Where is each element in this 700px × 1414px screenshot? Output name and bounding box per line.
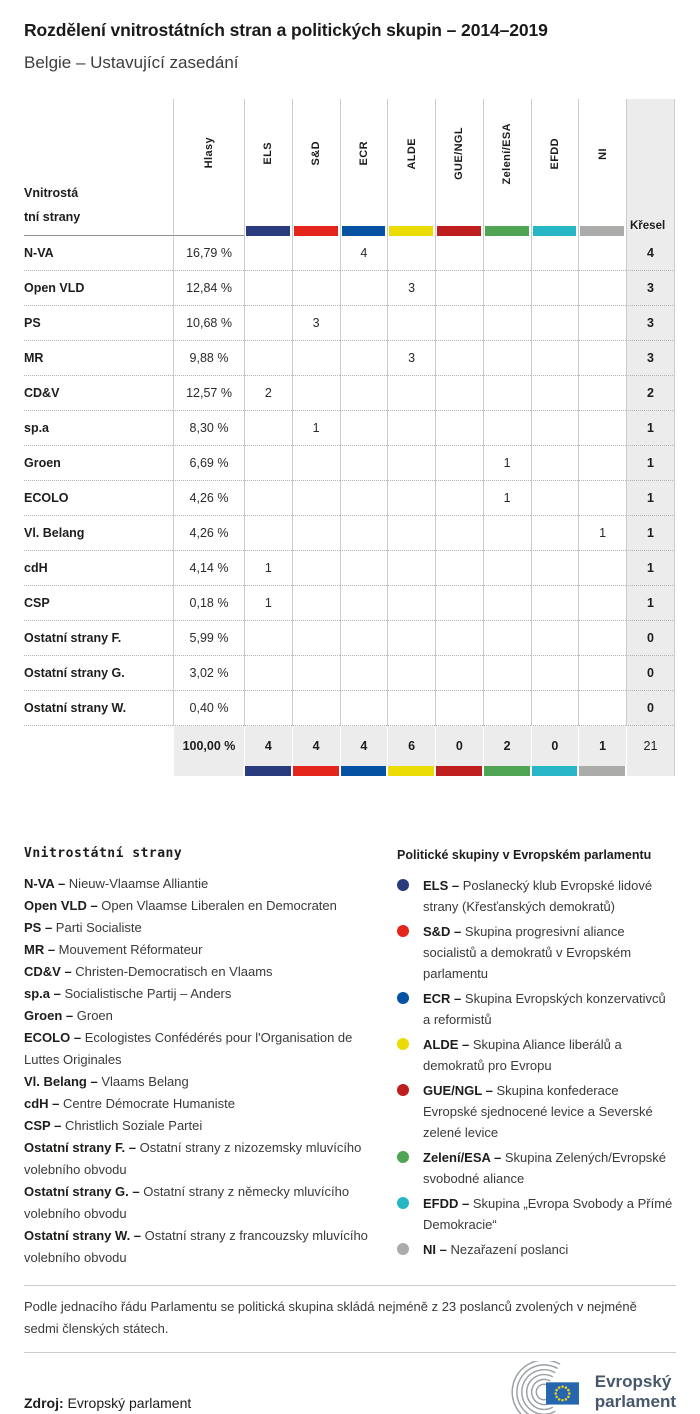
- seats-els: 1: [244, 551, 292, 586]
- total-seats-alde: 6: [387, 726, 435, 766]
- group-definition-text: GUE/NGL – Skupina konfederace Evropské sjednocené levice a Severské zelené levice: [423, 1083, 653, 1140]
- legend-section: [24, 846, 676, 1269]
- group-definition-efdd: [397, 1193, 676, 1235]
- ecr-color-dot: [397, 992, 409, 1004]
- seats-alde: [387, 481, 435, 516]
- col-header-ecr: ECR: [340, 99, 388, 236]
- party-name: Vl. Belang: [24, 516, 173, 551]
- seats-zelen-esa: [483, 621, 531, 656]
- party-definition-cdh: cdH – Centre Démocrate Humaniste: [24, 1096, 235, 1111]
- strip-alde: [387, 766, 435, 776]
- zelen-esa-color-bar: [485, 226, 529, 236]
- party-definition-cd-v: CD&V – Christen-Democratisch en Vlaams: [24, 964, 273, 979]
- party-name: Ostatní strany F.: [24, 621, 173, 656]
- seats-gue-ngl: [435, 236, 483, 271]
- seats-efdd: [531, 376, 579, 411]
- seats-zelen-esa: [483, 586, 531, 621]
- divider-bottom: [24, 1352, 676, 1353]
- ep-logo-text: [595, 1372, 676, 1412]
- seats-gue-ngl: [435, 691, 483, 726]
- seats-alde: 3: [387, 271, 435, 306]
- seats-s-d: 1: [292, 411, 340, 446]
- seats-zelen-esa: [483, 376, 531, 411]
- seats-efdd: [531, 306, 579, 341]
- party-votes: 12,84 %: [173, 271, 244, 306]
- seats-zelen-esa: [483, 411, 531, 446]
- col-header-zelen-esa: Zelení/ESA: [483, 99, 531, 236]
- party-seats-total: 0: [626, 621, 675, 656]
- seats-ecr: [340, 376, 388, 411]
- seats-efdd: [531, 481, 579, 516]
- ni-color-dot: [397, 1243, 409, 1255]
- strip-s-d: [292, 766, 340, 776]
- seats-s-d: [292, 586, 340, 621]
- strip-els: [244, 766, 292, 776]
- group-definition-text: ALDE – Skupina Aliance liberálů a demokratů pro Evropu: [423, 1037, 622, 1073]
- efdd-color-dot: [397, 1197, 409, 1209]
- seats-els: [244, 691, 292, 726]
- seats-ni: [578, 551, 626, 586]
- s-d-color-dot: [397, 925, 409, 937]
- party-votes: 4,26 %: [173, 481, 244, 516]
- party-seats-total: 3: [626, 341, 675, 376]
- seats-gue-ngl: [435, 306, 483, 341]
- seats-s-d: [292, 691, 340, 726]
- party-definition-ps: PS – Parti Socialiste: [24, 920, 142, 935]
- seats-alde: [387, 516, 435, 551]
- party-votes: 5,99 %: [173, 621, 244, 656]
- party-name: CD&V: [24, 376, 173, 411]
- seats-zelen-esa: 1: [483, 446, 531, 481]
- seats-gue-ngl: [435, 516, 483, 551]
- seats-s-d: 3: [292, 306, 340, 341]
- seats-ni: [578, 621, 626, 656]
- seats-efdd: [531, 586, 579, 621]
- strip-ni: [578, 766, 626, 776]
- party-votes: 12,57 %: [173, 376, 244, 411]
- seats-table: [24, 99, 676, 776]
- seats-zelen-esa: [483, 271, 531, 306]
- col-header-efdd: EFDD: [531, 99, 579, 236]
- party-definition-sp-a: sp.a – Socialistische Partij – Anders: [24, 986, 232, 1001]
- seats-ecr: [340, 621, 388, 656]
- footnote: Podle jednacího řádu Parlamentu se politická skupina skládá nejméně z 23 poslanců zvolených v nejméně sedmi členských státech.: [24, 1299, 637, 1336]
- group-definition-els: [397, 875, 676, 917]
- page-title: Rozdělení vnitrostátních stran a politických skupin – 2014–2019: [24, 20, 548, 40]
- seats-ni: [578, 306, 626, 341]
- seats-zelen-esa: [483, 236, 531, 271]
- s-d-color-bar: [294, 226, 338, 236]
- total-seats-zelen-esa: 2: [483, 726, 531, 766]
- group-definition-ni: [397, 1239, 676, 1260]
- seats-els: [244, 236, 292, 271]
- party-definition-n-va: N-VA – Nieuw-Vlaamse Alliantie: [24, 876, 209, 891]
- total-seats-s-d: 4: [292, 726, 340, 766]
- party-votes: 8,30 %: [173, 411, 244, 446]
- group-definition-zelen-esa: [397, 1147, 676, 1189]
- seats-ecr: [340, 481, 388, 516]
- seats-s-d: [292, 271, 340, 306]
- party-name: Groen: [24, 446, 173, 481]
- seats-els: 1: [244, 586, 292, 621]
- seats-gue-ngl: [435, 341, 483, 376]
- party-seats-total: 0: [626, 691, 675, 726]
- seats-efdd: [531, 411, 579, 446]
- seats-alde: [387, 691, 435, 726]
- group-definition-text: EFDD – Skupina „Evropa Svobody a Přímé Demokracie“: [423, 1196, 673, 1232]
- seats-alde: [387, 586, 435, 621]
- gue-ngl-color-dot: [397, 1084, 409, 1096]
- seats-s-d: [292, 446, 340, 481]
- seats-alde: [387, 551, 435, 586]
- legend-parties-heading: Vnitrostátní strany: [24, 846, 183, 861]
- gue-ngl-color-bar: [437, 226, 481, 236]
- seats-els: [244, 446, 292, 481]
- source-value: Evropský parlament: [67, 1395, 192, 1411]
- seats-ecr: [340, 341, 388, 376]
- party-name: sp.a: [24, 411, 173, 446]
- seats-zelen-esa: [483, 341, 531, 376]
- els-color-dot: [397, 879, 409, 891]
- seats-s-d: [292, 376, 340, 411]
- seats-s-d: [292, 656, 340, 691]
- col-header-ni: NI: [578, 99, 626, 236]
- seats-alde: [387, 656, 435, 691]
- seats-ni: [578, 271, 626, 306]
- seats-ecr: 4: [340, 236, 388, 271]
- party-votes: 6,69 %: [173, 446, 244, 481]
- party-seats-total: 1: [626, 551, 675, 586]
- seats-ecr: [340, 516, 388, 551]
- seats-alde: [387, 411, 435, 446]
- seats-ni: [578, 481, 626, 516]
- col-header-gue-ngl: GUE/NGL: [435, 99, 483, 236]
- seats-s-d: [292, 236, 340, 271]
- seats-zelen-esa: [483, 691, 531, 726]
- legend-political-groups: [397, 846, 676, 1269]
- seats-alde: [387, 446, 435, 481]
- seats-gue-ngl: [435, 656, 483, 691]
- seats-els: [244, 271, 292, 306]
- total-seats-efdd: 0: [531, 726, 579, 766]
- seats-ecr: [340, 656, 388, 691]
- strip-votes: [173, 766, 244, 776]
- seats-ni: [578, 586, 626, 621]
- party-definition-csp: CSP – Christlich Soziale Partei: [24, 1118, 203, 1133]
- party-definition-open-vld: Open VLD – Open Vlaamse Liberalen en Democraten: [24, 898, 337, 913]
- col-header-els: ELS: [244, 99, 292, 236]
- zelen-esa-color-dot: [397, 1151, 409, 1163]
- seats-efdd: [531, 271, 579, 306]
- seats-zelen-esa: [483, 306, 531, 341]
- efdd-color-bar: [533, 226, 577, 236]
- party-name: Open VLD: [24, 271, 173, 306]
- seats-els: [244, 411, 292, 446]
- party-definition-ostatn-strany-w: Ostatní strany W. – Ostatní strany z francouzsky mluvícího volebního obvodu: [24, 1228, 368, 1265]
- seats-ni: [578, 446, 626, 481]
- party-votes: 4,26 %: [173, 516, 244, 551]
- seats-alde: [387, 306, 435, 341]
- seats-zelen-esa: [483, 516, 531, 551]
- seats-ni: [578, 691, 626, 726]
- total-seats-gue-ngl: 0: [435, 726, 483, 766]
- seats-zelen-esa: [483, 551, 531, 586]
- seats-gue-ngl: [435, 446, 483, 481]
- seats-ni: [578, 236, 626, 271]
- seats-ecr: [340, 411, 388, 446]
- seats-alde: 3: [387, 341, 435, 376]
- party-seats-total: 0: [626, 656, 675, 691]
- seats-els: [244, 516, 292, 551]
- group-definition-text: S&D – Skupina progresivní aliance socialistů a demokratů v Evropském parlamentu: [423, 924, 632, 981]
- seats-gue-ngl: [435, 621, 483, 656]
- strip-gue-ngl: [435, 766, 483, 776]
- group-definition-ecr: [397, 988, 676, 1030]
- seats-gue-ngl: [435, 411, 483, 446]
- seats-gue-ngl: [435, 376, 483, 411]
- party-definition-vl-belang: Vl. Belang – Vlaams Belang: [24, 1074, 189, 1089]
- party-name: N-VA: [24, 236, 173, 271]
- party-seats-total: 2: [626, 376, 675, 411]
- party-votes: 16,79 %: [173, 236, 244, 271]
- party-seats-total: 1: [626, 446, 675, 481]
- seats-ecr: [340, 586, 388, 621]
- source-row: [24, 1361, 676, 1414]
- seats-els: [244, 306, 292, 341]
- group-definition-gue-ngl: [397, 1080, 676, 1143]
- seats-efdd: [531, 341, 579, 376]
- strip-ecr: [340, 766, 388, 776]
- seats-efdd: [531, 236, 579, 271]
- ni-color-bar: [580, 226, 624, 236]
- alde-color-bar: [389, 226, 433, 236]
- seats-zelen-esa: [483, 656, 531, 691]
- ecr-color-bar: [342, 226, 386, 236]
- page-subtitle: Belgie – Ustavující zasedání: [24, 53, 239, 72]
- seats-efdd: [531, 621, 579, 656]
- party-definition-mr: MR – Mouvement Réformateur: [24, 942, 203, 957]
- group-definition-text: ELS – Poslanecký klub Evropské lidové strany (Křesťanských demokratů): [423, 878, 653, 914]
- alde-color-dot: [397, 1038, 409, 1050]
- seats-ecr: [340, 551, 388, 586]
- col-header-seats: Křesel: [626, 99, 675, 236]
- seats-efdd: [531, 516, 579, 551]
- group-definition-text: ECR – Skupina Evropských konzervativců a reformistů: [423, 991, 666, 1027]
- strip-seats: [626, 766, 675, 776]
- party-votes: 0,40 %: [173, 691, 244, 726]
- party-name: ECOLO: [24, 481, 173, 516]
- seats-ni: 1: [578, 516, 626, 551]
- seats-gue-ngl: [435, 586, 483, 621]
- seats-efdd: [531, 551, 579, 586]
- total-votes: 100,00 %: [173, 726, 244, 766]
- seats-alde: [387, 236, 435, 271]
- seats-els: [244, 656, 292, 691]
- party-seats-total: 3: [626, 306, 675, 341]
- seats-zelen-esa: 1: [483, 481, 531, 516]
- seats-ecr: [340, 691, 388, 726]
- strip-efdd: [531, 766, 579, 776]
- party-name: cdH: [24, 551, 173, 586]
- party-name: PS: [24, 306, 173, 341]
- ep-logo-line2: parlament: [594, 1392, 676, 1411]
- legend-parties-list: [24, 873, 376, 1269]
- legend-groups-list: [397, 875, 676, 1260]
- party-votes: 0,18 %: [173, 586, 244, 621]
- divider-top: [24, 1285, 676, 1286]
- seats-efdd: [531, 446, 579, 481]
- party-seats-total: 1: [626, 516, 675, 551]
- party-votes: 10,68 %: [173, 306, 244, 341]
- party-name: Ostatní strany G.: [24, 656, 173, 691]
- seats-s-d: [292, 481, 340, 516]
- seats-s-d: [292, 341, 340, 376]
- group-definition-text: Zelení/ESA – Skupina Zelených/Evropské svobodné aliance: [423, 1150, 667, 1186]
- els-color-bar: [246, 226, 290, 236]
- legend-groups-heading: Politické skupiny v Evropském parlamentu: [397, 848, 652, 862]
- party-seats-total: 1: [626, 586, 675, 621]
- seats-els: [244, 481, 292, 516]
- seats-alde: [387, 621, 435, 656]
- seats-els: 2: [244, 376, 292, 411]
- party-votes: 3,02 %: [173, 656, 244, 691]
- total-seats-els: 4: [244, 726, 292, 766]
- european-parliament-logo: [509, 1361, 676, 1414]
- seats-alde: [387, 376, 435, 411]
- group-definition-text: NI – Nezařazení poslanci: [423, 1242, 569, 1257]
- party-seats-total: 3: [626, 271, 675, 306]
- legend-national-parties: [24, 846, 376, 1269]
- source-line: [24, 1395, 191, 1411]
- seats-els: [244, 341, 292, 376]
- party-definition-ostatn-strany-g: Ostatní strany G. – Ostatní strany z německy mluvícího volebního obvodu: [24, 1184, 350, 1221]
- party-seats-total: 4: [626, 236, 675, 271]
- total-seats-ecr: 4: [340, 726, 388, 766]
- total-seats: 21: [626, 726, 675, 766]
- seats-ecr: [340, 271, 388, 306]
- ep-logo-line1: Evropský: [594, 1372, 672, 1391]
- party-votes: 4,14 %: [173, 551, 244, 586]
- seats-ni: [578, 376, 626, 411]
- col-header-alde: ALDE: [387, 99, 435, 236]
- table-corner-label: Vnitrostátní strany: [24, 99, 173, 236]
- seats-s-d: [292, 551, 340, 586]
- seats-gue-ngl: [435, 481, 483, 516]
- seats-ecr: [340, 446, 388, 481]
- col-header-votes: Hlasy: [173, 99, 244, 236]
- party-seats-total: 1: [626, 481, 675, 516]
- strip-zelen-esa: [483, 766, 531, 776]
- group-definition-alde: [397, 1034, 676, 1076]
- seats-gue-ngl: [435, 551, 483, 586]
- party-name: CSP: [24, 586, 173, 621]
- party-name: Ostatní strany W.: [24, 691, 173, 726]
- seats-ni: [578, 341, 626, 376]
- seats-efdd: [531, 656, 579, 691]
- col-header-s-d: S&D: [292, 99, 340, 236]
- total-empty: [24, 726, 173, 766]
- ep-hemicycle-icon: [509, 1361, 585, 1414]
- party-votes: 9,88 %: [173, 341, 244, 376]
- party-definition-ecolo: ECOLO – Ecologistes Confédérés pour l'Organisation de Luttes Originales: [24, 1030, 353, 1067]
- seats-s-d: [292, 516, 340, 551]
- seats-els: [244, 621, 292, 656]
- source-label: Zdroj:: [24, 1395, 64, 1411]
- seats-efdd: [531, 691, 579, 726]
- party-definition-ostatn-strany-f: Ostatní strany F. – Ostatní strany z nizozemsky mluvícího volebního obvodu: [24, 1140, 362, 1177]
- seats-ni: [578, 656, 626, 691]
- party-name: MR: [24, 341, 173, 376]
- party-definition-groen: Groen – Groen: [24, 1008, 113, 1023]
- party-seats-total: 1: [626, 411, 675, 446]
- total-seats-ni: 1: [578, 726, 626, 766]
- seats-s-d: [292, 621, 340, 656]
- seats-ni: [578, 411, 626, 446]
- strip-empty: [24, 766, 173, 776]
- seats-ecr: [340, 306, 388, 341]
- seats-gue-ngl: [435, 271, 483, 306]
- group-definition-s-d: [397, 921, 676, 984]
